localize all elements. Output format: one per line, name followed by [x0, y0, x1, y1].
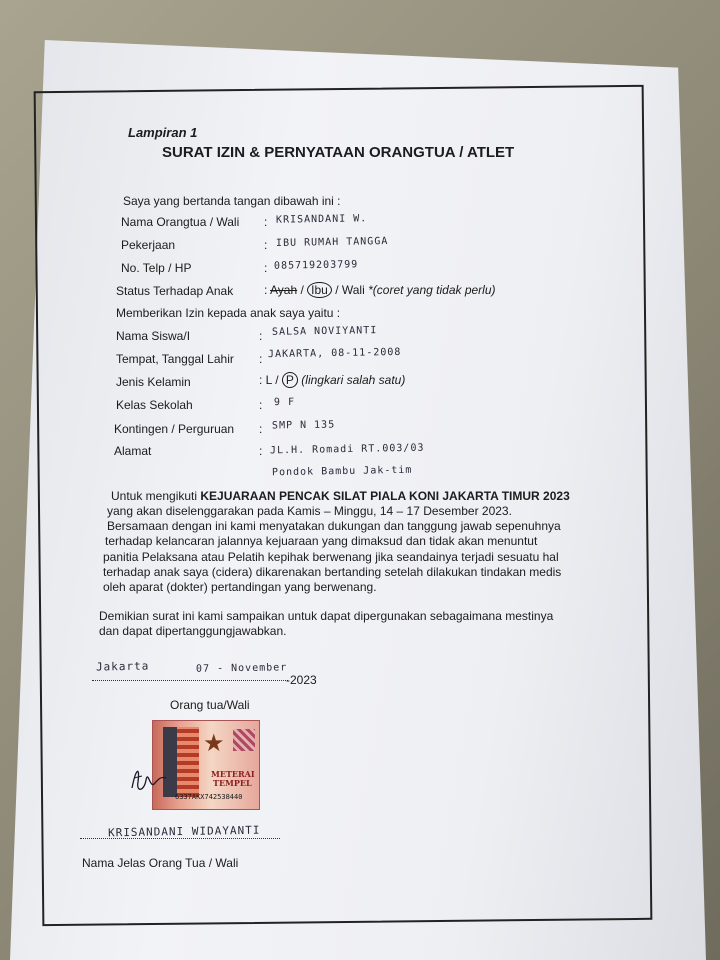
student-birth-value: JAKARTA, 08-11-2008 — [267, 346, 402, 361]
status-ibu: Ibu — [307, 282, 332, 298]
signer-name: KRISANDANI WIDAYANTI — [107, 823, 261, 840]
parent-job-label: Pekerjaan — [121, 238, 176, 252]
student-address-value-2: Pondok Bambu Jak-tim — [271, 464, 413, 479]
student-gender-label: Jenis Kelamin — [116, 375, 191, 389]
parent-job-value: IBU RUMAH TANGGA — [275, 236, 389, 249]
body-line-2: yang akan diselenggarakan pada Kamis – Minggu, 14 – 17 Desember 2023. — [107, 504, 512, 518]
parent-status-label: Status Terhadap Anak — [116, 284, 234, 298]
sign-year: -2023 — [286, 673, 317, 687]
status-note: *(coret yang tidak perlu) — [368, 283, 496, 297]
gender-p: P — [282, 372, 298, 388]
colon: : — [259, 398, 263, 412]
parent-status-options: : Ayah / Ibu / Wali *(coret yang tidak perlu) — [264, 283, 496, 297]
colon: : — [264, 238, 268, 252]
signer-dotted-line — [80, 838, 280, 839]
body-line-1 — [111, 489, 570, 503]
parent-name-value: KRISANDANI W. — [275, 213, 368, 226]
body-line-3: Bersamaan dengan ini kami menyatakan dukungan dan tanggung jawab sepenuhnya — [107, 519, 561, 533]
body-line-4: terhadap kelancaran jalannya kejuaraan yang dimaksud dan tidak akan menuntut — [105, 534, 538, 548]
lampiran-label: Lampiran 1 — [128, 125, 198, 140]
student-birth-label: Tempat, Tanggal Lahir — [116, 352, 234, 366]
intro-text: Saya yang bertanda tangan dibawah ini : — [123, 194, 341, 208]
colon: : — [259, 352, 263, 366]
signer-label: Nama Jelas Orang Tua / Wali — [82, 856, 239, 870]
body-line-5: panitia Pelaksana atau Pelatih kepihak berwenang jika seandainya terjadi sesuatu hal — [103, 550, 559, 564]
gender-note: (lingkari salah satu) — [301, 373, 406, 387]
colon: : — [264, 261, 268, 275]
event-name: KEJUARAAN PENCAK SILAT PIALA KONI JAKARTA TIMUR 2023 — [200, 489, 570, 503]
document-title: SURAT IZIN & PERNYATAAN ORANGTUA / ATLET — [162, 144, 515, 161]
body-line-6: terhadap anak saya (cidera) dikarenakan bertanding setelah dilakukan tindakan medis — [103, 565, 562, 579]
parent-phone-label: No. Telp / HP — [121, 261, 192, 275]
closing-line-1: Demikian surat ini kami sampaikan untuk dapat dipergunakan sebagaimana mestinya — [99, 609, 554, 623]
colon: : — [259, 422, 263, 436]
student-name-label: Nama Siswa/I — [116, 329, 191, 343]
stamp-corner-pattern — [233, 729, 255, 751]
student-name-value: SALSA NOVIYANTI — [271, 325, 378, 338]
student-address-value-1: JL.H. Romadi RT.003/03 — [269, 442, 425, 457]
sign-date: 07 - November — [195, 662, 288, 675]
gender-l: L — [265, 373, 272, 387]
stamp-serial: 6337AKX742538440 — [175, 793, 243, 801]
body-line-1-prefix: Untuk mengikuti — [111, 489, 201, 503]
handwritten-signature — [126, 758, 186, 798]
parent-name-label: Nama Orangtua / Wali — [121, 215, 240, 229]
permission-intro: Memberikan Izin kepada anak saya yaitu : — [116, 306, 341, 320]
status-ayah: Ayah — [270, 283, 298, 297]
date-dotted-line — [92, 680, 288, 681]
student-class-label: Kelas Sekolah — [116, 398, 193, 412]
student-address-label: Alamat — [114, 444, 152, 458]
colon: : — [259, 329, 263, 343]
status-wali: Wali — [341, 283, 365, 297]
student-contingent-label: Kontingen / Perguruan — [114, 422, 235, 436]
student-class-value: 9 F — [273, 396, 296, 409]
colon: : — [259, 444, 263, 458]
stamp-label-2: TEMPEL — [213, 778, 252, 788]
body-line-7: oleh aparat (dokter) pertandingan yang berwenang. — [103, 580, 377, 594]
garuda-emblem-icon: ★ — [203, 730, 225, 757]
colon: : — [264, 215, 268, 229]
sign-role: Orang tua/Wali — [170, 698, 250, 712]
student-contingent-value: SMP N 135 — [271, 419, 336, 432]
student-gender-options: : L / P (lingkari salah satu) — [259, 373, 406, 387]
stamp-label-1: METERAI — [211, 769, 255, 779]
sign-place: Jakarta — [95, 659, 150, 674]
closing-line-2: dan dapat dipertanggungjawabkan. — [99, 624, 287, 638]
parent-phone-value: 085719203799 — [273, 259, 359, 272]
